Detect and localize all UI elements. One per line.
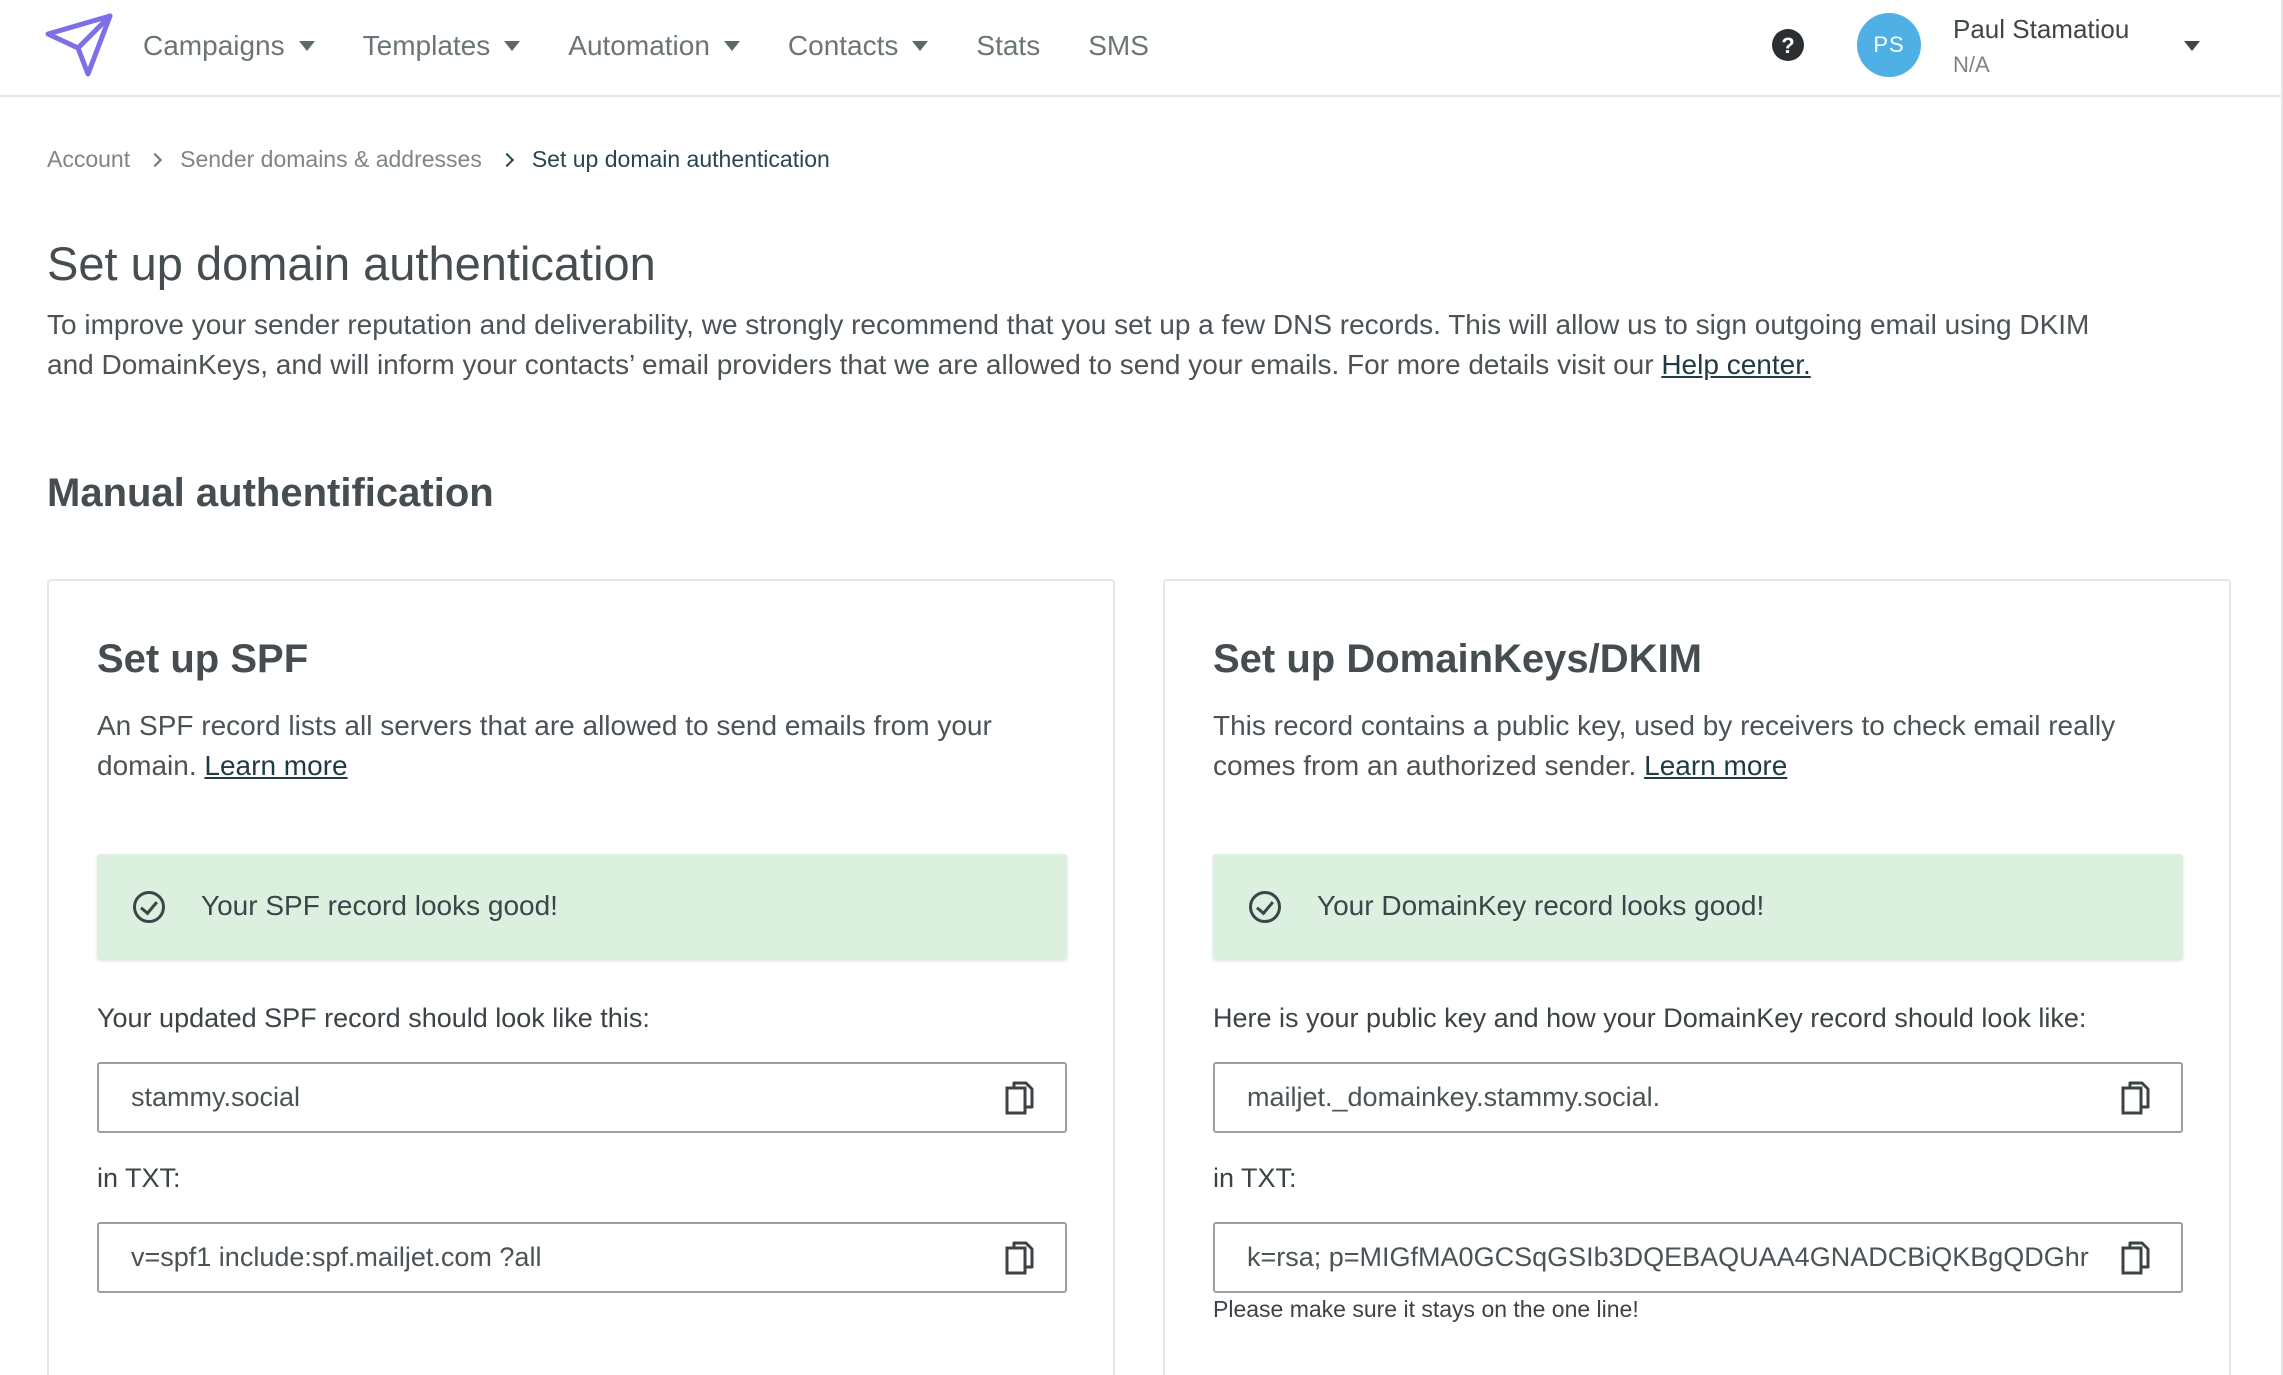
avatar[interactable]: PS xyxy=(1857,13,1921,77)
copy-icon[interactable] xyxy=(1005,1240,1035,1276)
spf-record-label: Your updated SPF record should look like this: xyxy=(97,1003,650,1033)
caret-down-icon xyxy=(724,41,740,51)
nav-campaigns[interactable] xyxy=(143,30,315,62)
dkim-host-field[interactable] xyxy=(1213,1062,2183,1133)
breadcrumb-sender-domains[interactable]: Sender domains & addresses xyxy=(180,146,482,172)
user-account-label: N/A xyxy=(1953,52,1990,77)
copy-icon[interactable] xyxy=(1005,1080,1035,1116)
chevron-right-icon xyxy=(148,152,162,166)
nav-automation-label: Automation xyxy=(568,30,710,61)
spf-description xyxy=(97,706,1057,786)
paper-plane-logo-icon[interactable] xyxy=(44,12,114,78)
help-icon[interactable]: ? xyxy=(1772,29,1804,61)
spf-status-banner xyxy=(97,854,1067,959)
copy-icon[interactable] xyxy=(2121,1240,2151,1276)
dkim-description-text: This record contains a public key, used by receivers to check email really comes from an authorized sender. xyxy=(1213,710,2116,781)
caret-down-icon xyxy=(912,41,928,51)
top-navigation-bar xyxy=(0,0,2283,97)
spf-learn-more-link[interactable]: Learn more xyxy=(204,750,348,781)
copy-icon[interactable] xyxy=(2121,1080,2151,1116)
nav-automation[interactable] xyxy=(568,30,740,62)
intro-text xyxy=(47,305,2107,385)
dkim-txt-field[interactable] xyxy=(1213,1222,2183,1293)
spf-card xyxy=(47,579,1115,1375)
nav-campaigns-label: Campaigns xyxy=(143,30,285,61)
help-center-link[interactable]: Help center. xyxy=(1661,349,1811,380)
nav-stats-label: Stats xyxy=(976,30,1041,61)
spf-card-title: Set up SPF xyxy=(97,637,309,681)
nav-contacts[interactable] xyxy=(788,30,929,62)
dkim-one-line-hint: Please make sure it stays on the one line! xyxy=(1213,1296,1639,1322)
check-circle-icon xyxy=(1249,891,1281,923)
caret-down-icon xyxy=(504,41,520,51)
breadcrumb-account[interactable]: Account xyxy=(47,146,131,172)
spf-txt-label: in TXT: xyxy=(97,1163,181,1193)
spf-txt-field[interactable] xyxy=(97,1222,1067,1293)
nav-contacts-label: Contacts xyxy=(787,30,899,61)
user-menu-caret-icon[interactable] xyxy=(2184,41,2200,51)
dkim-status-banner xyxy=(1213,854,2183,959)
dkim-record-label: Here is your public key and how your DomainKey record should look like: xyxy=(1213,1003,2087,1033)
dkim-txt-label: in TXT: xyxy=(1213,1163,1297,1193)
nav-templates[interactable] xyxy=(363,30,521,62)
caret-down-icon xyxy=(299,41,315,51)
check-circle-icon xyxy=(133,891,165,923)
nav-sms[interactable] xyxy=(1088,30,1149,62)
user-name[interactable]: Paul Stamatiou xyxy=(1953,14,2130,44)
section-title: Manual authentification xyxy=(47,471,494,515)
spf-host-field[interactable] xyxy=(97,1062,1067,1133)
nav-templates-label: Templates xyxy=(362,30,491,61)
dkim-description xyxy=(1213,706,2173,786)
breadcrumb xyxy=(47,146,830,173)
dkim-card-title: Set up DomainKeys/DKIM xyxy=(1213,637,1702,681)
spf-description-text: An SPF record lists all servers that are allowed to send emails from your domain. xyxy=(97,710,992,781)
spf-txt-value: v=spf1 include:spf.mailjet.com ?all xyxy=(131,1242,542,1272)
nav-stats[interactable] xyxy=(976,30,1040,62)
nav-sms-label: SMS xyxy=(1088,30,1149,61)
spf-status-text: Your SPF record looks good! xyxy=(201,890,558,921)
intro-body: To improve your sender reputation and deliverability, we strongly recommend that you set up a few DNS records. This will allow us to sign outgoing email using DKIM and DomainKeys, and will inform your contacts’ email providers that we are allowed to send your emails. For more details visit our xyxy=(47,309,2090,380)
main-nav xyxy=(143,0,1197,92)
spf-host-value: stammy.social xyxy=(131,1082,301,1112)
breadcrumb-current: Set up domain authentication xyxy=(531,146,830,172)
dkim-status-text: Your DomainKey record looks good! xyxy=(1317,890,1765,921)
chevron-right-icon xyxy=(500,152,514,166)
dkim-host-value: mailjet._domainkey.stammy.social. xyxy=(1247,1082,1661,1112)
dkim-card xyxy=(1163,579,2231,1375)
dkim-learn-more-link[interactable]: Learn more xyxy=(1644,750,1788,781)
dkim-txt-value: k=rsa; p=MIGfMA0GCSqGSIb3DQEBAQUAA4GNADCBiQKBgQDGhr xyxy=(1247,1242,2089,1272)
page-title: Set up domain authentication xyxy=(47,237,656,290)
